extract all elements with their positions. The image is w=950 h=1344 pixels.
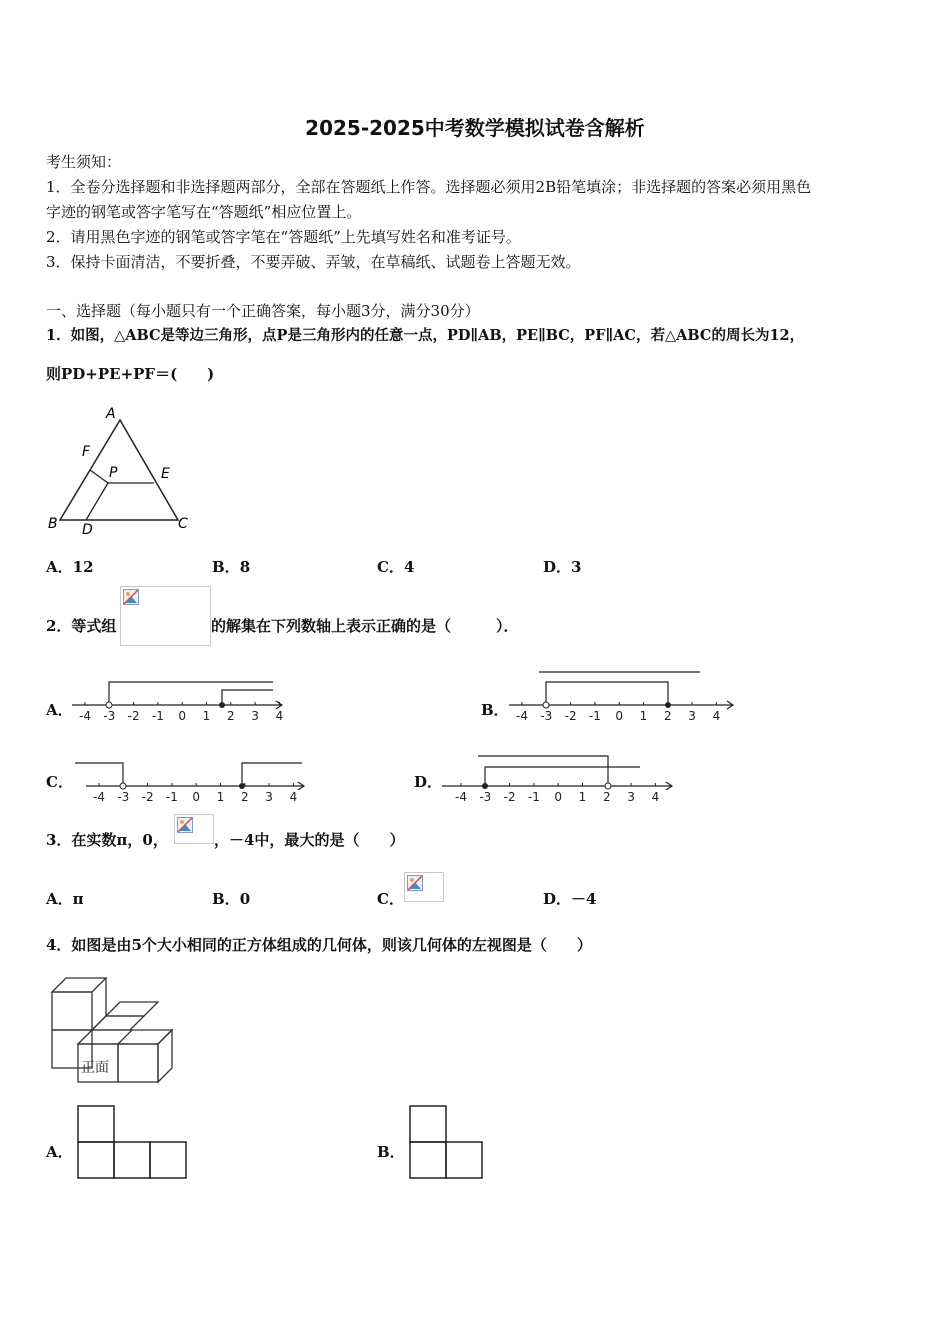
tick-label: -2	[564, 709, 577, 723]
number-line-b	[507, 665, 737, 725]
tick-label: -1	[588, 709, 601, 723]
tick-label: -1	[151, 709, 164, 723]
label-A: A	[106, 406, 116, 422]
tick-label: 1	[216, 790, 225, 804]
tick-label: -4	[93, 790, 105, 804]
number-line-d	[440, 750, 680, 806]
q2-option-a-label[interactable]: A．	[46, 701, 73, 719]
tick-label: 2	[602, 790, 611, 804]
tick-label: -2	[503, 790, 516, 804]
label-E: E	[161, 466, 170, 482]
tick-label: 3	[627, 790, 635, 804]
tick-label: 4	[289, 790, 298, 804]
tick-label: 4	[275, 709, 284, 723]
tick-label: 1	[202, 709, 211, 723]
notice-item: 字迹的钢笔或答字笔写在“答题纸”相应位置上。	[46, 203, 362, 221]
broken-image-icon	[174, 814, 214, 844]
broken-image-icon	[120, 586, 211, 646]
tick-label: -4	[79, 709, 91, 723]
tick-label: -4	[516, 709, 528, 723]
tick-label: 3	[251, 709, 259, 723]
q2-option-b-label[interactable]: B．	[481, 701, 509, 719]
left-view-option-b	[408, 1104, 486, 1182]
question-3-pre: 3．在实数π，0，	[46, 831, 168, 849]
number-line-a	[70, 672, 290, 724]
tick-label: 0	[192, 790, 201, 804]
label-F: F	[82, 444, 91, 460]
tick-label: 3	[265, 790, 273, 804]
tick-label: 3	[688, 709, 696, 723]
tick-label: -4	[455, 790, 467, 804]
q3-option-b[interactable]: B．0	[212, 890, 251, 908]
cube-solid-figure	[44, 972, 184, 1087]
q4-option-b-label[interactable]: B．	[377, 1143, 405, 1161]
question-2-post: 的解集在下列数轴上表示正确的是（ ）．	[211, 617, 519, 635]
question-2-pre: 2．等式组	[46, 617, 117, 635]
tick-label: 1	[639, 709, 648, 723]
q2-option-c-label[interactable]: C．	[46, 773, 73, 791]
tick-label: 0	[615, 709, 624, 723]
tick-label: -3	[479, 790, 492, 804]
label-C: C	[178, 516, 188, 532]
tick-label: 2	[663, 709, 672, 723]
q2-option-d-label[interactable]: D．	[414, 773, 443, 791]
question-3-post: ，－4中，最大的是（ ）	[214, 831, 405, 849]
q1-option-c[interactable]: C．4	[377, 558, 415, 576]
front-label: 正面	[81, 1060, 109, 1076]
question-1-text-line2: 则PD+PE+PF＝( )	[46, 365, 215, 383]
tick-label: 4	[712, 709, 721, 723]
broken-image-icon	[404, 872, 444, 902]
left-view-option-a	[76, 1104, 190, 1182]
label-D: D	[82, 522, 93, 538]
tick-label: -1	[527, 790, 540, 804]
label-B: B	[48, 516, 58, 532]
number-line-c	[70, 755, 310, 805]
tick-label: 2	[240, 790, 249, 804]
notice-heading: 考生须知：	[46, 153, 122, 171]
question-1-text: 1．如图，△ABC是等边三角形，点P是三角形内的任意一点，PD∥AB，PE∥BC，PF∥AC，若△ABC的周长为12，	[46, 327, 805, 344]
notice-item: 1．全卷分选择题和非选择题两部分，全部在答题纸上作答。选择题必须用2B铅笔填涂；非选择题的答案必须用黑色	[46, 178, 812, 196]
question-4-text: 4．如图是由5个大小相同的正方体组成的几何体，则该几何体的左视图是（ ）	[46, 936, 592, 954]
q3-option-a[interactable]: A．π	[46, 890, 84, 908]
tick-label: -2	[127, 709, 140, 723]
label-P: P	[109, 465, 118, 481]
q1-option-b[interactable]: B．8	[212, 558, 251, 576]
notice-item: 3．保持卡面清洁，不要折叠，不要弄破、弄皱，在草稿纸、试题卷上答题无效。	[46, 253, 581, 271]
q4-option-a-label[interactable]: A．	[46, 1143, 73, 1161]
q3-option-d[interactable]: D．－4	[543, 890, 597, 908]
section-heading: 一、选择题（每小题只有一个正确答案，每小题3分，满分30分）	[46, 302, 480, 320]
notice-item: 2．请用黑色字迹的钢笔或答字笔在“答题纸”上先填写姓名和准考证号。	[46, 228, 521, 246]
tick-label: 0	[178, 709, 187, 723]
tick-label: 4	[651, 790, 660, 804]
page-title: 2025-2025中考数学模拟试卷含解析	[305, 116, 645, 140]
tick-label: -2	[141, 790, 154, 804]
triangle-figure	[40, 400, 200, 540]
tick-label: -1	[165, 790, 178, 804]
q1-option-d[interactable]: D．3	[543, 558, 582, 576]
tick-label: -3	[103, 709, 116, 723]
tick-label: 2	[226, 709, 235, 723]
q3-option-c[interactable]: C．	[377, 890, 404, 908]
tick-label: -3	[540, 709, 553, 723]
tick-label: -3	[117, 790, 130, 804]
tick-label: 0	[554, 790, 563, 804]
tick-label: 1	[578, 790, 587, 804]
q1-option-a[interactable]: A．12	[46, 558, 94, 576]
